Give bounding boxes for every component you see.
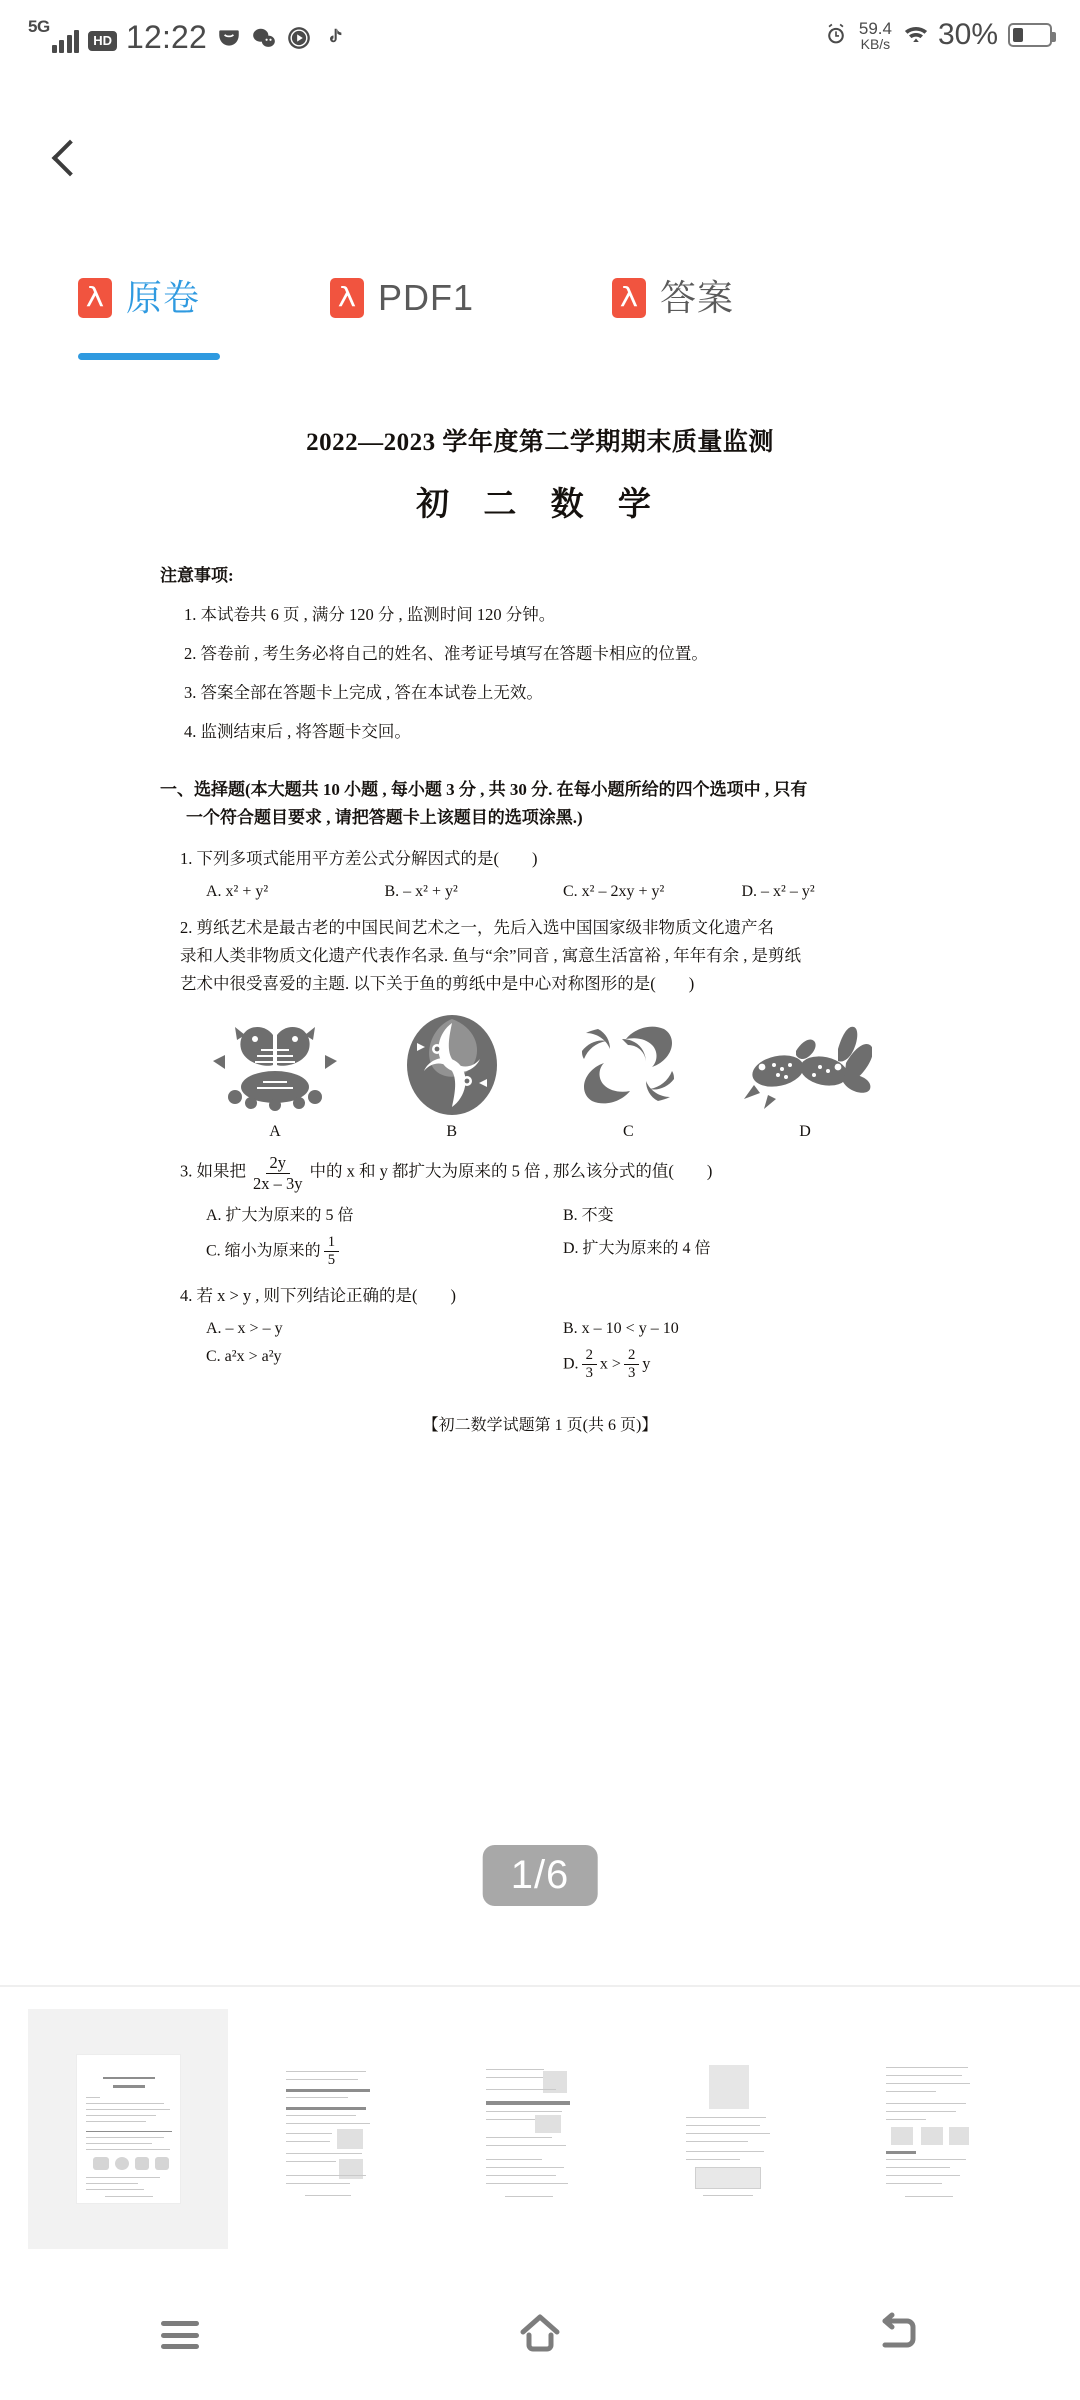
figure-a — [200, 1012, 350, 1141]
pdf-file-icon — [78, 278, 112, 318]
figure-caption: C — [622, 1123, 634, 1141]
notice-item: 3. 答案全部在答题卡上完成 , 答在本试卷上无效。 — [184, 683, 543, 702]
network-speed — [859, 20, 892, 51]
notice-item: 4. 监测结束后 , 将答题卡交回。 — [184, 722, 411, 741]
fraction-numerator: 2y — [266, 1154, 291, 1173]
wechat-icon — [251, 25, 277, 51]
fraction — [624, 1348, 639, 1382]
status-bar — [0, 0, 1080, 70]
tab-pdf1[interactable] — [330, 278, 474, 318]
back-arrow-icon — [877, 2311, 923, 2360]
figure-caption: D — [799, 1123, 811, 1141]
pdf-file-icon — [612, 278, 646, 318]
back-chevron-icon — [52, 140, 89, 177]
thumbnail-preview — [477, 2055, 580, 2203]
option-c: C. a²x > a²y — [206, 1347, 282, 1365]
fraction-numerator: 2 — [582, 1348, 597, 1365]
notice-item: 1. 本试卷共 6 页 , 满分 120 分 , 监测时间 120 分钟。 — [184, 605, 556, 624]
page-thumbnail-4[interactable] — [628, 2009, 828, 2249]
option-b: B. x – 10 < y – 10 — [563, 1319, 679, 1337]
figure-b — [377, 1012, 527, 1141]
question-3-options-row2 — [160, 1235, 920, 1269]
exam-title: 2022—2023 学年度第二学期期末质量监测 — [306, 429, 774, 456]
question-stem-line1: 剪纸艺术是最古老的中国民间艺术之一，先后入选中国国家级非物质文化遗产名 — [196, 918, 774, 938]
alarm-icon — [823, 21, 849, 47]
fraction — [324, 1235, 339, 1269]
question-stem-line3: 艺术中很受喜爱的主题. 以下关于鱼的剪纸中是中心对称图形的是( ) — [180, 974, 695, 994]
page-thumbnail-3[interactable] — [428, 2009, 628, 2249]
option-b: B. 不变 — [563, 1206, 614, 1224]
pdf-file-icon — [330, 278, 364, 318]
thumbnail-preview — [77, 2055, 180, 2203]
home-icon — [517, 2311, 563, 2360]
figure-caption: A — [269, 1123, 281, 1141]
option-d: D. – x² – y² — [741, 883, 815, 901]
fraction-denominator: 3 — [627, 1365, 636, 1382]
thumbnail-preview — [277, 2055, 380, 2203]
question-number: 3. — [180, 1161, 193, 1181]
thumbnail-preview — [677, 2055, 780, 2203]
recents-menu-icon — [161, 2321, 199, 2349]
page-thumbnail-1[interactable] — [28, 2009, 228, 2249]
section-heading-line2: 一个符合题目要求 , 请把答题卡上该题目的选项涂黑.) — [186, 808, 583, 828]
option-a: A. x² + y² — [206, 883, 269, 901]
option-d-suffix: y — [642, 1355, 651, 1373]
page-indicator: 1/6 — [483, 1845, 598, 1906]
question-stem: 下列多项式能用平方差公式分解因式的是( ) — [196, 849, 538, 869]
question-4 — [160, 1282, 920, 1310]
option-d — [563, 1348, 920, 1382]
network-type-label: 5G — [28, 16, 50, 36]
section-heading — [160, 776, 920, 832]
home-button[interactable] — [360, 2270, 720, 2400]
recents-button[interactable] — [0, 2270, 360, 2400]
notice-item: 2. 答卷前 , 考生务必将自己的姓名、准考证号填写在答题卡相应的位置。 — [184, 644, 708, 663]
pdf-page-view[interactable] — [0, 380, 1080, 1800]
fraction — [249, 1154, 307, 1192]
battery-icon — [1008, 23, 1052, 47]
exam-subject: 初 二 数 学 — [416, 487, 664, 523]
tab-label: PDF1 — [378, 277, 475, 318]
tab-answers[interactable] — [612, 278, 734, 318]
fraction-denominator: 5 — [327, 1252, 336, 1269]
question-4-options-row1 — [160, 1320, 920, 1338]
thumbnail-strip[interactable] — [0, 1985, 1080, 2270]
tab-label: 原卷 — [126, 277, 201, 318]
battery-percent-label: 30% — [937, 18, 998, 51]
question-number: 4. — [180, 1285, 193, 1305]
network-speed-value: 59.4 — [858, 18, 892, 38]
status-bar-clock: 12:22 — [125, 18, 208, 55]
status-bar-left — [28, 18, 347, 53]
paper-cut-fish-a-icon — [200, 1012, 350, 1117]
question-2 — [160, 914, 920, 998]
mail-icon — [216, 25, 242, 51]
option-d-prefix: D. — [563, 1355, 579, 1373]
question-stem-suffix: 中的 x 和 y 都扩大为原来的 5 倍 , 那么该分式的值( ) — [309, 1161, 713, 1181]
network-speed-unit: KB/s — [860, 35, 891, 52]
figure-caption: B — [446, 1123, 457, 1141]
fraction — [582, 1348, 597, 1382]
tab-label: 答案 — [660, 277, 735, 318]
status-bar-right — [823, 18, 1052, 52]
question-number: 2. — [180, 918, 193, 938]
app-header — [0, 118, 1080, 208]
question-3-options-row1 — [160, 1202, 920, 1225]
question-1-options — [160, 883, 920, 901]
question-number: 1. — [180, 849, 193, 869]
thumbnail-preview — [877, 2055, 980, 2203]
question-3 — [160, 1154, 920, 1192]
page-footer: 【初二数学试题第 1 页(共 6 页)】 — [422, 1416, 658, 1434]
fraction-denominator: 2x – 3y — [253, 1173, 303, 1193]
back-button-nav[interactable] — [720, 2270, 1080, 2400]
tab-original-paper[interactable] — [78, 278, 200, 318]
section-heading-line1: 一、选择题(本大题共 10 小题 , 每小题 3 分 , 共 30 分. 在每小题所给的四个选项中 , 只有 — [160, 780, 808, 799]
fraction-denominator: 3 — [585, 1365, 593, 1382]
question-2-figures — [160, 998, 920, 1141]
question-stem-prefix: 如果把 — [196, 1161, 246, 1181]
active-tab-indicator — [78, 353, 220, 360]
option-d: D. 扩大为原来的 4 倍 — [563, 1239, 711, 1257]
fraction-numerator: 1 — [324, 1235, 339, 1252]
figure-c — [553, 1012, 703, 1141]
question-1 — [160, 845, 920, 873]
system-nav-bar — [0, 2270, 1080, 2400]
page-thumbnail-2[interactable] — [228, 2009, 428, 2249]
option-b: B. – x² + y² — [384, 883, 458, 901]
option-d-mid: x > — [599, 1355, 621, 1373]
paper-cut-fish-b-icon — [377, 1012, 527, 1117]
notice-heading: 注意事项: — [160, 566, 234, 585]
page-thumbnail-5[interactable] — [828, 2009, 1028, 2249]
question-stem: 若 x > y , 则下列结论正确的是( ) — [196, 1285, 457, 1305]
back-button[interactable] — [30, 118, 110, 198]
paper-cut-fish-c-icon — [553, 1012, 703, 1117]
question-stem-line2: 录和人类非物质文化遗产代表作名录. 鱼与“余”同音 , 寓意生活富裕 , 年年有余 , 是剪纸 — [180, 946, 802, 966]
video-play-icon — [286, 25, 312, 51]
pdf-page-content — [0, 380, 1080, 1435]
fraction-numerator: 2 — [624, 1348, 639, 1365]
question-4-options-row2 — [160, 1348, 920, 1382]
option-c: C. x² – 2xy + y² — [563, 883, 665, 901]
wifi-icon — [902, 21, 928, 47]
figure-d — [730, 1012, 880, 1141]
paper-cut-fish-d-icon — [730, 1012, 880, 1117]
signal-bars-icon — [52, 29, 80, 53]
file-tabs — [0, 278, 1080, 368]
tiktok-icon — [321, 25, 347, 51]
option-c-text: C. 缩小为原来的 — [206, 1242, 321, 1260]
hd-icon: HD — [88, 31, 117, 51]
option-a: A. 扩大为原来的 5 倍 — [206, 1206, 354, 1224]
option-c — [206, 1235, 563, 1269]
option-a: A. – x > – y — [206, 1319, 283, 1337]
